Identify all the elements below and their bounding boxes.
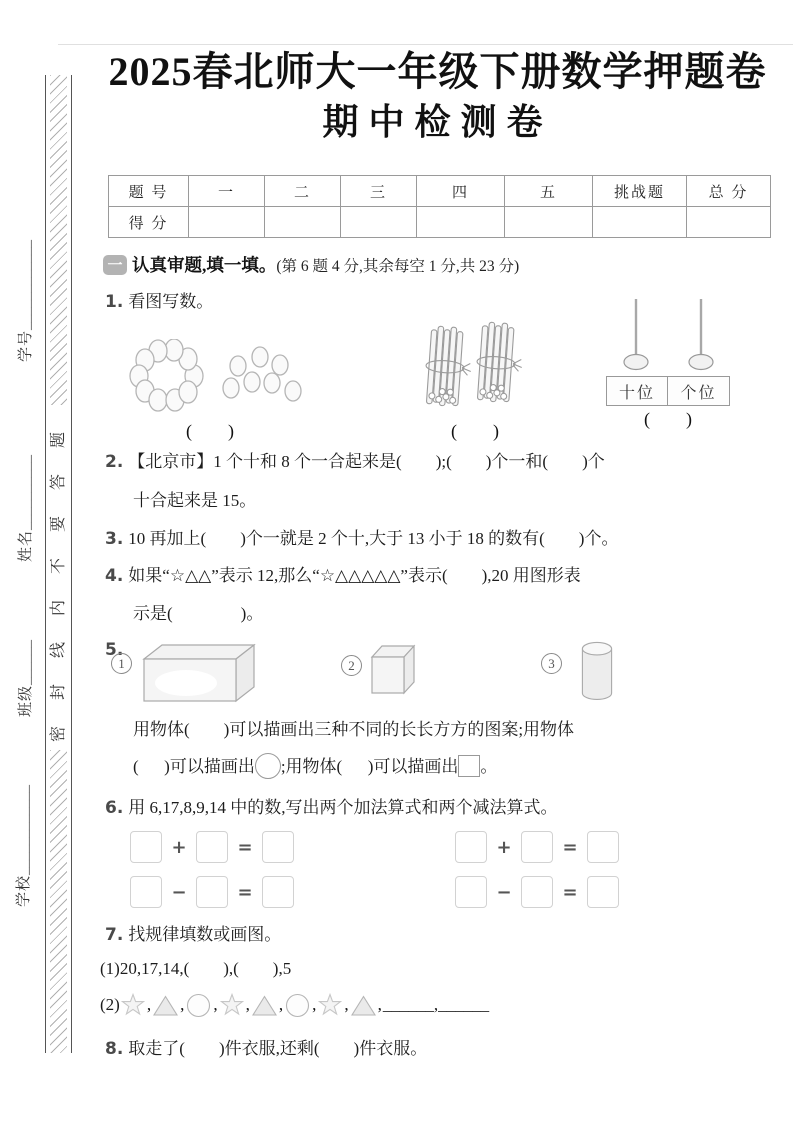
answer-box <box>196 876 228 908</box>
question-2 <box>105 449 780 475</box>
question-1-number: 1. <box>105 292 124 312</box>
score-header-cell: 三 <box>341 176 417 207</box>
section-title: 认真审题,填一填。 <box>132 255 277 275</box>
pattern-separator: , <box>377 995 382 1014</box>
cube-icon <box>366 641 418 697</box>
question-4 <box>105 563 780 589</box>
equals-sign: = <box>562 881 578 903</box>
question-5-figures <box>95 639 780 707</box>
seal-hatch-top <box>50 75 67 405</box>
pattern-separator: , <box>344 995 349 1014</box>
ones-place-cell: 个位 <box>668 376 730 406</box>
student-id-blank: ____________ <box>18 239 34 330</box>
circled-number-1: 1 <box>111 653 132 674</box>
pattern-separator: , <box>245 995 250 1014</box>
abacus-rods-icon <box>603 297 733 371</box>
score-header-cell: 二 <box>265 176 341 207</box>
section-number-icon: 一 <box>103 255 127 275</box>
class-blank: ______ <box>18 639 34 685</box>
equals-sign: = <box>237 881 253 903</box>
score-table-score-row <box>109 207 771 238</box>
cuboid-figure <box>111 639 258 703</box>
subtraction-equations-row <box>130 876 780 908</box>
sub1-text: 20,17,14,( ),( ),5 <box>119 959 292 978</box>
question-4-line1: 如果“☆△△”表示 12,那么“☆△△△△△”表示( ),20 用图形表 <box>128 566 581 585</box>
score-empty-cell <box>189 207 265 238</box>
question-1-figures <box>95 319 780 441</box>
question-4-line2: 示是( )。 <box>133 604 264 623</box>
score-header-cell: 五 <box>505 176 593 207</box>
answer-box <box>587 876 619 908</box>
cube-figure <box>341 641 418 697</box>
question-3 <box>105 526 780 552</box>
answer-parens: ( ) <box>644 409 692 429</box>
eggs-picture-icon <box>115 339 305 413</box>
circle-icon <box>186 993 211 1018</box>
pattern-separator: , <box>146 995 152 1014</box>
traced-circle-icon <box>255 753 281 779</box>
school-blank: ____________ <box>16 784 32 875</box>
score-empty-cell <box>593 207 687 238</box>
answer-box <box>455 876 487 908</box>
question-5-line1-text: 用物体( )可以描画出三种不同的长长方方的图案;用物体 <box>133 720 575 739</box>
question-8 <box>105 1036 780 1062</box>
seal-line-strip <box>45 75 72 1053</box>
seal-text-zone <box>46 405 71 750</box>
question-2-continued <box>133 488 780 514</box>
place-value-box <box>606 376 730 406</box>
answer-box <box>587 831 619 863</box>
traced-square-icon <box>458 755 480 777</box>
question-7-sub2 <box>100 990 780 1020</box>
question-5-number: 5. <box>105 640 124 660</box>
score-empty-cell <box>687 207 771 238</box>
addition-equations-row <box>130 831 780 863</box>
circled-number-3: 3 <box>541 653 562 674</box>
score-row-label: 得 分 <box>109 207 189 238</box>
answer-box <box>130 876 162 908</box>
question-5-line2c-text: 。 <box>480 757 498 776</box>
circled-number-2: 2 <box>341 655 362 676</box>
minus-sign: − <box>496 881 512 903</box>
school-text: 学校 <box>16 874 32 907</box>
minus-sign: − <box>171 881 187 903</box>
question-7-number: 7. <box>105 925 124 945</box>
question-5-line2 <box>133 751 780 783</box>
star-icon <box>220 993 244 1017</box>
score-empty-cell <box>265 207 341 238</box>
question-5-line2a-text: ( )可以描画出 <box>133 757 255 776</box>
pattern-blanks: ______,______ <box>382 995 490 1014</box>
triangle-icon <box>252 995 277 1016</box>
class-text: 班级 <box>18 684 34 717</box>
score-empty-cell <box>417 207 505 238</box>
abacus-figure <box>603 297 733 430</box>
answer-box <box>521 876 553 908</box>
question-1-text: 看图写数。 <box>128 292 214 311</box>
student-id-text: 学号 <box>18 329 34 362</box>
school-label <box>13 765 35 907</box>
answer-parens: ( ) <box>186 421 234 441</box>
score-header-cell: 题 号 <box>109 176 189 207</box>
question-6-equations <box>95 831 780 908</box>
question-7-text: 找规律填数或画图。 <box>128 925 282 944</box>
question-8-text: 取走了( )件衣服,还剩( )件衣服。 <box>128 1039 428 1058</box>
paper-subtitle: 期中检测卷 <box>322 102 553 142</box>
question-7 <box>105 922 780 948</box>
circle-icon <box>285 993 310 1018</box>
score-header-cell: 总 分 <box>687 176 771 207</box>
cylinder-icon <box>566 639 628 705</box>
name-blank: __________ <box>18 454 34 530</box>
triangle-icon <box>153 995 178 1016</box>
score-header-cell: 四 <box>417 176 505 207</box>
addition-equation <box>455 831 780 863</box>
question-2-line2: 十合起来是 15。 <box>133 491 257 510</box>
question-3-number: 3. <box>105 529 124 549</box>
question-5-line1 <box>133 717 780 743</box>
pattern-separator: , <box>213 995 218 1014</box>
score-empty-cell <box>505 207 593 238</box>
paper-title: 2025春北师大一年级下册数学押题卷 <box>108 49 767 94</box>
question-5-line2b-text: ;用物体( )可以描画出 <box>280 757 459 776</box>
question-2-number: 2. <box>105 452 124 472</box>
cuboid-icon <box>136 639 258 703</box>
seal-line-text: 密封线内不要答题 <box>50 405 67 742</box>
question-3-text: 10 再加上( )个一就是 2 个十,大于 13 小于 18 的数有( )个。 <box>128 529 619 548</box>
paper-content <box>95 0 780 1062</box>
answer-box <box>521 831 553 863</box>
cylinder-figure <box>541 639 628 705</box>
pattern-separator: , <box>312 995 317 1014</box>
student-id-label <box>15 200 37 362</box>
score-table <box>108 175 771 238</box>
score-header-cell: 一 <box>189 176 265 207</box>
triangle-icon <box>351 995 376 1016</box>
question-2-line1: 【北京市】1 个十和 8 个一合起来是( );( )个一和( )个 <box>128 452 605 471</box>
answer-box <box>455 831 487 863</box>
pattern-separator: , <box>278 995 284 1014</box>
star-icon <box>121 993 145 1017</box>
stick-bundles-figure <box>420 321 530 442</box>
question-7-sub1 <box>100 956 780 982</box>
question-6-number: 6. <box>105 798 124 818</box>
class-label <box>15 600 37 717</box>
answer-parens: ( ) <box>451 421 499 441</box>
score-table-header-row <box>109 176 771 207</box>
subtraction-equation <box>130 876 455 908</box>
sub2-label: (2) <box>100 995 120 1014</box>
score-header-cell: 挑战题 <box>593 176 687 207</box>
seal-hatch-bottom <box>50 750 67 1053</box>
equals-sign: = <box>562 836 578 858</box>
sub1-label: (1) <box>100 959 120 978</box>
section-one-header <box>103 252 780 277</box>
question-4-number: 4. <box>105 566 124 586</box>
name-label <box>15 398 37 562</box>
equals-sign: = <box>237 836 253 858</box>
question-4-continued <box>133 601 780 627</box>
plus-sign: + <box>171 836 187 858</box>
section-score-note: (第 6 题 4 分,其余每空 1 分,共 23 分) <box>276 257 520 275</box>
question-8-number: 8. <box>105 1039 124 1059</box>
stick-bundles-icon <box>423 321 527 413</box>
eggs-figure <box>115 339 305 442</box>
pattern-separator: , <box>180 995 185 1014</box>
score-empty-cell <box>341 207 417 238</box>
question-6 <box>105 795 780 821</box>
tens-place-cell: 十位 <box>606 376 668 406</box>
answer-box <box>196 831 228 863</box>
answer-box <box>130 831 162 863</box>
answer-box <box>262 876 294 908</box>
addition-equation <box>130 831 455 863</box>
name-text: 姓名 <box>18 529 34 562</box>
plus-sign: + <box>496 836 512 858</box>
subtraction-equation <box>455 876 780 908</box>
question-6-text: 用 6,17,8,9,14 中的数,写出两个加法算式和两个减法算式。 <box>128 798 558 817</box>
star-icon <box>318 993 342 1017</box>
answer-box <box>262 831 294 863</box>
